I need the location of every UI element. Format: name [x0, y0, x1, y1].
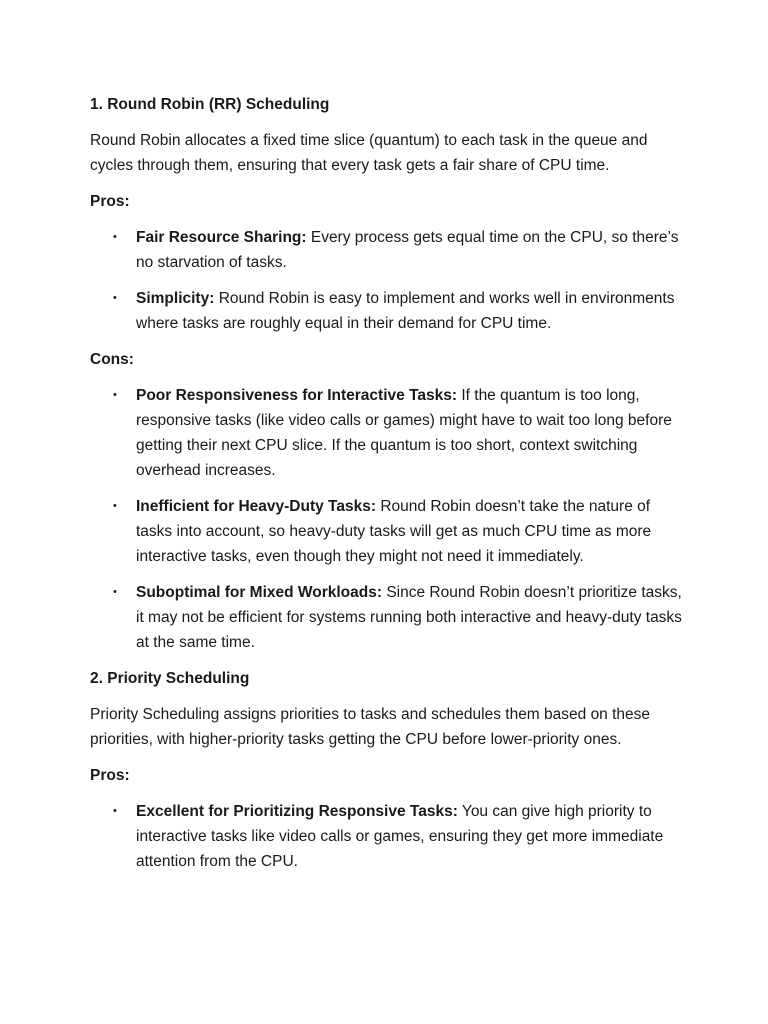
list-item — [90, 580, 690, 655]
item-term: Suboptimal for Mixed Workloads: — [136, 584, 383, 601]
section-intro: Priority Scheduling assigns priorities to tasks and schedules them based on these priorities, with higher-priority tasks getting the CPU before lower-priority ones. — [90, 706, 651, 748]
section-round-robin — [90, 92, 690, 655]
list-item — [90, 225, 690, 275]
item-text: Every process gets equal time on the CPU, so there’s no starvation of tasks. — [136, 229, 679, 271]
pros-list — [90, 225, 690, 336]
item-term: Inefficient for Heavy-Duty Tasks: — [136, 498, 377, 515]
bullet-icon: • — [113, 586, 117, 598]
cons-list — [90, 383, 690, 655]
list-item — [90, 494, 690, 569]
pros-list — [90, 799, 690, 874]
item-term: Excellent for Prioritizing Responsive Tasks: — [136, 803, 458, 820]
item-text: You can give high priority to interactive tasks like video calls or games, ensuring they get more immediate attention from the CPU. — [136, 803, 664, 870]
item-term: Fair Resource Sharing: — [136, 229, 307, 246]
bullet-icon: • — [113, 805, 117, 817]
bullet-icon: • — [113, 292, 117, 304]
bullet-icon: • — [113, 231, 117, 243]
item-text: Since Round Robin doesn’t prioritize tasks, it may not be efficient for systems running both interactive and heavy-duty tasks at the same time. — [136, 584, 682, 651]
cons-label: Cons: — [90, 351, 134, 368]
item-text: If the quantum is too long, responsive tasks (like video calls or games) might have to wait too long before getting their next CPU slice. If the quantum is too short, context switching overhead increases. — [136, 387, 672, 479]
bullet-icon: • — [113, 500, 117, 512]
list-item — [90, 383, 690, 483]
item-text: Round Robin is easy to implement and works well in environments where tasks are roughly equal in their demand for CPU time. — [136, 290, 675, 332]
section-intro: Round Robin allocates a fixed time slice (quantum) to each task in the queue and cycles through them, ensuring that every task gets a fair share of CPU time. — [90, 132, 648, 174]
section-heading: 2. Priority Scheduling — [90, 670, 250, 687]
item-term: Simplicity: — [136, 290, 215, 307]
item-text: Round Robin doesn’t take the nature of tasks into account, so heavy-duty tasks will get as much CPU time as more interactive tasks, even though they might not need it immediately. — [136, 498, 652, 565]
section-priority-scheduling — [90, 666, 690, 874]
section-heading: 1. Round Robin (RR) Scheduling — [90, 96, 330, 113]
pros-label: Pros: — [90, 193, 130, 210]
pros-label: Pros: — [90, 767, 130, 784]
document-page — [90, 92, 690, 885]
list-item — [90, 286, 690, 336]
item-term: Poor Responsiveness for Interactive Tasks: — [136, 387, 458, 404]
list-item — [90, 799, 690, 874]
bullet-icon: • — [113, 389, 117, 401]
